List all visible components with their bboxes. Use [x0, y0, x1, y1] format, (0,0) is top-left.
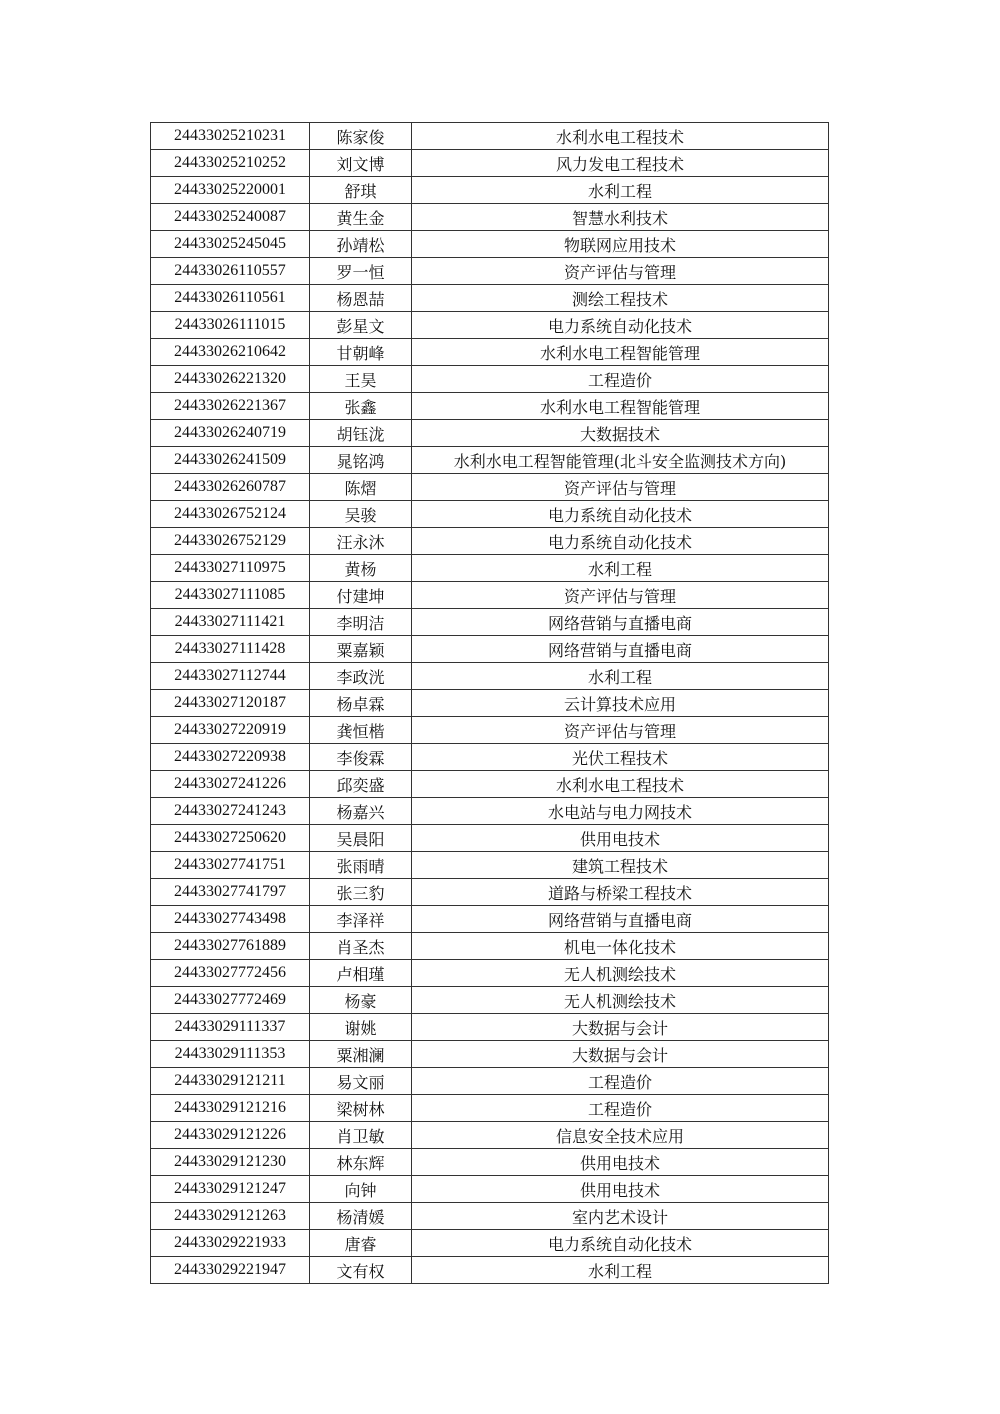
student-id-cell: 24433027111428 — [151, 636, 310, 663]
major-cell: 室内艺术设计 — [412, 1203, 829, 1230]
student-id-cell: 24433026260787 — [151, 474, 310, 501]
student-id-cell: 24433029111337 — [151, 1014, 310, 1041]
student-id-cell: 24433026240719 — [151, 420, 310, 447]
major-cell: 水利水电工程智能管理(北斗安全监测技术方向) — [412, 447, 829, 474]
table-row — [151, 177, 829, 204]
table-row — [151, 744, 829, 771]
major-cell: 水利水电工程技术 — [412, 123, 829, 150]
student-name-cell: 卢相瑾 — [310, 960, 412, 987]
major-cell: 无人机测绘技术 — [412, 960, 829, 987]
major-cell: 机电一体化技术 — [412, 933, 829, 960]
student-name-cell: 李明洁 — [310, 609, 412, 636]
major-cell: 大数据与会计 — [412, 1014, 829, 1041]
student-name-cell: 晁铭鸿 — [310, 447, 412, 474]
student-name-cell: 杨清媛 — [310, 1203, 412, 1230]
table-row — [151, 663, 829, 690]
student-id-cell: 24433029121226 — [151, 1122, 310, 1149]
table-row — [151, 528, 829, 555]
major-cell: 水利工程 — [412, 663, 829, 690]
student-id-cell: 24433027741751 — [151, 852, 310, 879]
major-cell: 网络营销与直播电商 — [412, 636, 829, 663]
student-roster-table — [150, 122, 829, 1284]
student-name-cell: 付建坤 — [310, 582, 412, 609]
student-id-cell: 24433027761889 — [151, 933, 310, 960]
student-name-cell: 易文丽 — [310, 1068, 412, 1095]
table-row — [151, 285, 829, 312]
table-row — [151, 447, 829, 474]
table-row — [151, 555, 829, 582]
major-cell: 水利水电工程智能管理 — [412, 339, 829, 366]
student-name-cell: 胡钰泷 — [310, 420, 412, 447]
student-id-cell: 24433029121211 — [151, 1068, 310, 1095]
table-row — [151, 690, 829, 717]
major-cell: 水利工程 — [412, 1257, 829, 1284]
major-cell: 水利工程 — [412, 555, 829, 582]
student-name-cell: 甘朝峰 — [310, 339, 412, 366]
student-id-cell: 24433027250620 — [151, 825, 310, 852]
student-id-cell: 24433029221947 — [151, 1257, 310, 1284]
major-cell: 工程造价 — [412, 1095, 829, 1122]
major-cell: 光伏工程技术 — [412, 744, 829, 771]
major-cell: 风力发电工程技术 — [412, 150, 829, 177]
table-row — [151, 1122, 829, 1149]
table-row — [151, 474, 829, 501]
student-id-cell: 24433027120187 — [151, 690, 310, 717]
student-id-cell: 24433025210252 — [151, 150, 310, 177]
student-name-cell: 李政洸 — [310, 663, 412, 690]
major-cell: 电力系统自动化技术 — [412, 1230, 829, 1257]
major-cell: 供用电技术 — [412, 825, 829, 852]
roster-body — [151, 123, 829, 1284]
major-cell: 供用电技术 — [412, 1149, 829, 1176]
student-id-cell: 24433026752124 — [151, 501, 310, 528]
major-cell: 智慧水利技术 — [412, 204, 829, 231]
student-name-cell: 陈熠 — [310, 474, 412, 501]
student-name-cell: 向钟 — [310, 1176, 412, 1203]
major-cell: 云计算技术应用 — [412, 690, 829, 717]
major-cell: 大数据与会计 — [412, 1041, 829, 1068]
table-row — [151, 582, 829, 609]
table-row — [151, 771, 829, 798]
student-name-cell: 吴晨阳 — [310, 825, 412, 852]
table-row — [151, 1095, 829, 1122]
student-name-cell: 罗一恒 — [310, 258, 412, 285]
student-id-cell: 24433026221367 — [151, 393, 310, 420]
table-row — [151, 852, 829, 879]
major-cell: 电力系统自动化技术 — [412, 312, 829, 339]
student-name-cell: 李泽祥 — [310, 906, 412, 933]
student-name-cell: 汪永沐 — [310, 528, 412, 555]
student-name-cell: 舒琪 — [310, 177, 412, 204]
table-row — [151, 1068, 829, 1095]
major-cell: 电力系统自动化技术 — [412, 528, 829, 555]
table-row — [151, 933, 829, 960]
table-row — [151, 1230, 829, 1257]
major-cell: 资产评估与管理 — [412, 258, 829, 285]
table-row — [151, 798, 829, 825]
table-row — [151, 717, 829, 744]
student-id-cell: 24433029221933 — [151, 1230, 310, 1257]
student-name-cell: 彭星文 — [310, 312, 412, 339]
major-cell: 资产评估与管理 — [412, 474, 829, 501]
major-cell: 电力系统自动化技术 — [412, 501, 829, 528]
student-name-cell: 王昊 — [310, 366, 412, 393]
student-name-cell: 张鑫 — [310, 393, 412, 420]
major-cell: 道路与桥梁工程技术 — [412, 879, 829, 906]
student-id-cell: 24433027772456 — [151, 960, 310, 987]
table-row — [151, 420, 829, 447]
major-cell: 水利工程 — [412, 177, 829, 204]
major-cell: 大数据技术 — [412, 420, 829, 447]
student-name-cell: 龚恒楷 — [310, 717, 412, 744]
student-name-cell: 梁树林 — [310, 1095, 412, 1122]
major-cell: 测绘工程技术 — [412, 285, 829, 312]
major-cell: 供用电技术 — [412, 1176, 829, 1203]
student-name-cell: 杨恩喆 — [310, 285, 412, 312]
table-row — [151, 1041, 829, 1068]
major-cell: 水电站与电力网技术 — [412, 798, 829, 825]
student-id-cell: 24433029121230 — [151, 1149, 310, 1176]
student-id-cell: 24433026752129 — [151, 528, 310, 555]
major-cell: 建筑工程技术 — [412, 852, 829, 879]
table-row — [151, 1176, 829, 1203]
student-id-cell: 24433027220919 — [151, 717, 310, 744]
student-id-cell: 24433027220938 — [151, 744, 310, 771]
table-row — [151, 906, 829, 933]
student-id-cell: 24433026241509 — [151, 447, 310, 474]
major-cell: 物联网应用技术 — [412, 231, 829, 258]
student-id-cell: 24433027241226 — [151, 771, 310, 798]
student-name-cell: 孙靖松 — [310, 231, 412, 258]
table-row — [151, 1149, 829, 1176]
student-name-cell: 李俊霖 — [310, 744, 412, 771]
major-cell: 工程造价 — [412, 1068, 829, 1095]
major-cell: 水利水电工程技术 — [412, 771, 829, 798]
table-row — [151, 879, 829, 906]
student-id-cell: 24433029111353 — [151, 1041, 310, 1068]
table-row — [151, 960, 829, 987]
table-row — [151, 1203, 829, 1230]
student-name-cell: 陈家俊 — [310, 123, 412, 150]
table-row — [151, 1257, 829, 1284]
student-name-cell: 杨豪 — [310, 987, 412, 1014]
student-name-cell: 张雨晴 — [310, 852, 412, 879]
student-id-cell: 24433027741797 — [151, 879, 310, 906]
table-row — [151, 258, 829, 285]
student-id-cell: 24433029121216 — [151, 1095, 310, 1122]
major-cell: 资产评估与管理 — [412, 717, 829, 744]
table-row — [151, 636, 829, 663]
student-name-cell: 邱奕盛 — [310, 771, 412, 798]
student-name-cell: 文有权 — [310, 1257, 412, 1284]
student-name-cell: 杨嘉兴 — [310, 798, 412, 825]
table-row — [151, 312, 829, 339]
major-cell: 水利水电工程智能管理 — [412, 393, 829, 420]
student-name-cell: 黄生金 — [310, 204, 412, 231]
major-cell: 信息安全技术应用 — [412, 1122, 829, 1149]
student-id-cell: 24433026111015 — [151, 312, 310, 339]
student-id-cell: 24433025220001 — [151, 177, 310, 204]
student-id-cell: 24433027111085 — [151, 582, 310, 609]
student-id-cell: 24433027241243 — [151, 798, 310, 825]
student-id-cell: 24433027743498 — [151, 906, 310, 933]
table-row — [151, 366, 829, 393]
student-name-cell: 黄杨 — [310, 555, 412, 582]
table-row — [151, 1014, 829, 1041]
student-name-cell: 吴骏 — [310, 501, 412, 528]
student-id-cell: 24433029121263 — [151, 1203, 310, 1230]
student-id-cell: 24433025245045 — [151, 231, 310, 258]
table-row — [151, 231, 829, 258]
student-name-cell: 刘文博 — [310, 150, 412, 177]
student-id-cell: 24433026221320 — [151, 366, 310, 393]
student-id-cell: 24433026110557 — [151, 258, 310, 285]
table-row — [151, 123, 829, 150]
major-cell: 无人机测绘技术 — [412, 987, 829, 1014]
table-row — [151, 825, 829, 852]
table-row — [151, 204, 829, 231]
student-name-cell: 谢姚 — [310, 1014, 412, 1041]
student-id-cell: 24433029121247 — [151, 1176, 310, 1203]
student-name-cell: 肖卫敏 — [310, 1122, 412, 1149]
student-id-cell: 24433027111421 — [151, 609, 310, 636]
student-name-cell: 唐睿 — [310, 1230, 412, 1257]
table-row — [151, 987, 829, 1014]
table-row — [151, 393, 829, 420]
major-cell: 资产评估与管理 — [412, 582, 829, 609]
student-id-cell: 24433025240087 — [151, 204, 310, 231]
table-row — [151, 339, 829, 366]
student-name-cell: 张三豹 — [310, 879, 412, 906]
student-name-cell: 粟嘉颖 — [310, 636, 412, 663]
student-id-cell: 24433027112744 — [151, 663, 310, 690]
student-name-cell: 林东辉 — [310, 1149, 412, 1176]
major-cell: 工程造价 — [412, 366, 829, 393]
student-id-cell: 24433027110975 — [151, 555, 310, 582]
student-name-cell: 肖圣杰 — [310, 933, 412, 960]
table-row — [151, 150, 829, 177]
student-id-cell: 24433026210642 — [151, 339, 310, 366]
student-id-cell: 24433027772469 — [151, 987, 310, 1014]
table-row — [151, 501, 829, 528]
student-name-cell: 杨卓霖 — [310, 690, 412, 717]
major-cell: 网络营销与直播电商 — [412, 609, 829, 636]
major-cell: 网络营销与直播电商 — [412, 906, 829, 933]
student-id-cell: 24433025210231 — [151, 123, 310, 150]
table-row — [151, 609, 829, 636]
student-name-cell: 粟湘澜 — [310, 1041, 412, 1068]
student-id-cell: 24433026110561 — [151, 285, 310, 312]
